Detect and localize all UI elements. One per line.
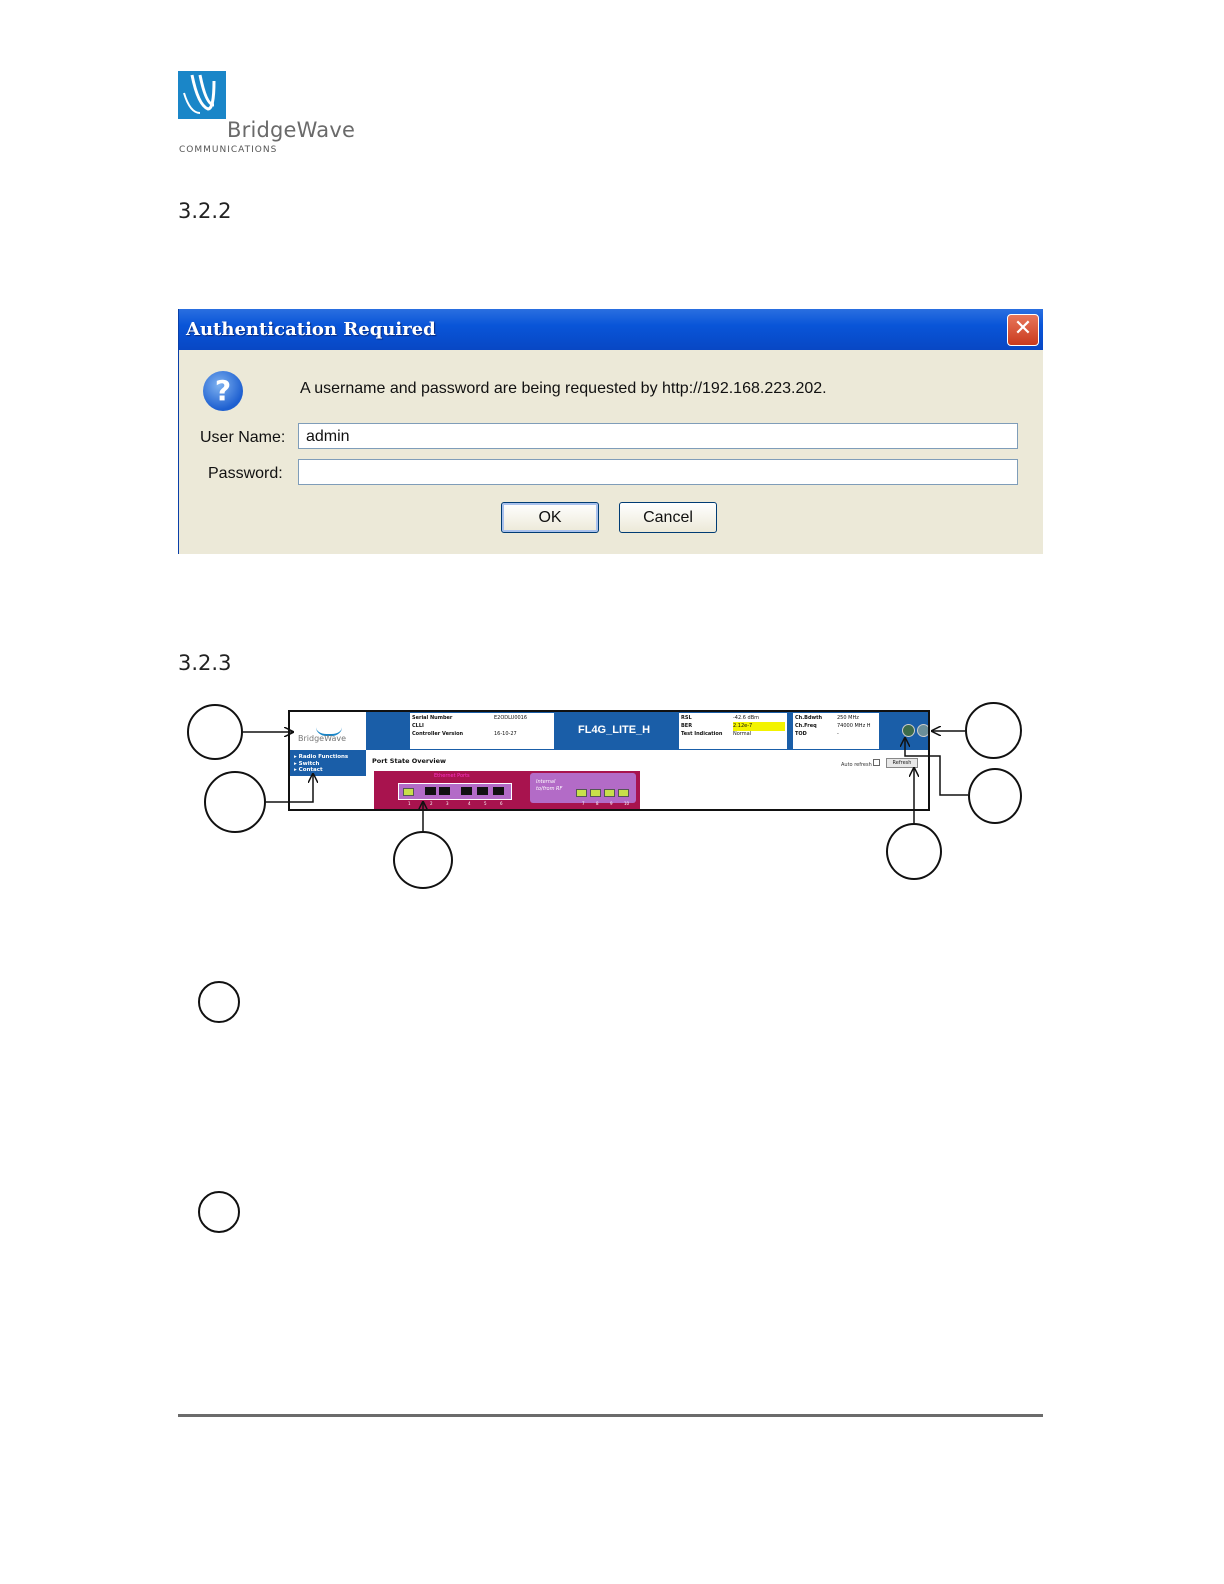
port-number: 7 — [582, 801, 585, 806]
bullet-circle-1 — [198, 981, 240, 1023]
bullet-circle-2 — [198, 1191, 240, 1233]
ber-value: 2.12e-7 — [733, 722, 785, 731]
section-number-3-2-2: 3.2.2 — [178, 199, 232, 223]
port-number: 5 — [484, 801, 487, 806]
auto-refresh-text: Auto refresh — [841, 762, 872, 768]
ber-label: BER — [681, 723, 693, 729]
cancel-button[interactable]: Cancel — [619, 502, 717, 533]
port-number: 9 — [610, 801, 613, 806]
ethernet-ports-label: Ethernet Ports — [434, 773, 470, 779]
footer-divider — [178, 1414, 1043, 1417]
password-label: Password: — [208, 465, 283, 482]
rsl-label: RSL — [681, 715, 692, 721]
port-number: 10 — [624, 801, 630, 806]
port-number: 8 — [596, 801, 599, 806]
nav-radio-functions[interactable]: ▸ Radio Functions — [294, 754, 349, 760]
close-icon[interactable]: ✕ — [1007, 314, 1039, 346]
rf-label-line1: Internal — [536, 779, 556, 785]
port-number: 1 — [408, 801, 411, 806]
rf-label-line2: to/from RF — [536, 786, 563, 792]
logo-subtitle: COMMUNICATIONS — [179, 145, 278, 155]
tod-value: - — [837, 731, 839, 737]
test-indication-value: Normal — [733, 731, 752, 737]
section-number-3-2-3: 3.2.3 — [178, 651, 232, 675]
controller-value: 16-10-27 — [494, 731, 517, 737]
test-indication-label: Test Indication — [681, 731, 723, 737]
port-number: 4 — [468, 801, 471, 806]
port-state-title: Port State Overview — [372, 757, 447, 765]
logo-wordmark: BridgeWave — [227, 118, 356, 142]
rsl-value: -42.6 dBm — [733, 715, 760, 721]
nav-switch[interactable]: ▸ Switch — [294, 760, 320, 767]
bandwidth-label: Ch.Bdwth — [795, 715, 823, 721]
username-field[interactable]: admin — [298, 423, 1018, 449]
dialog-title: Authentication Required — [186, 319, 436, 340]
clli-label: CLLI — [412, 723, 424, 729]
ui-logo-text: BridgeWave — [298, 734, 347, 743]
frequency-label: Ch.Freq — [795, 723, 817, 729]
port-number: 6 — [500, 801, 503, 806]
model-name: FL4G_LITE_H — [578, 724, 651, 736]
controller-label: Controller Version — [412, 731, 464, 737]
username-label: User Name: — [200, 429, 286, 446]
serial-label: Serial Number — [412, 715, 453, 721]
port-number: 2 — [430, 801, 433, 806]
dialog-message: A username and password are being requested by http://192.168.223.202. — [300, 380, 827, 397]
bandwidth-value: 250 MHz — [837, 715, 859, 721]
refresh-button[interactable]: Refresh — [886, 758, 918, 768]
question-icon: ? — [203, 371, 243, 411]
frequency-value: 74000 MHz H — [837, 723, 871, 729]
tod-label: TOD — [795, 731, 807, 737]
ok-button[interactable]: OK — [501, 502, 599, 533]
serial-value: E2ODLU0016 — [494, 715, 528, 721]
nav-contact[interactable]: ▸ Contact — [294, 767, 323, 773]
port-number: 3 — [446, 801, 449, 806]
